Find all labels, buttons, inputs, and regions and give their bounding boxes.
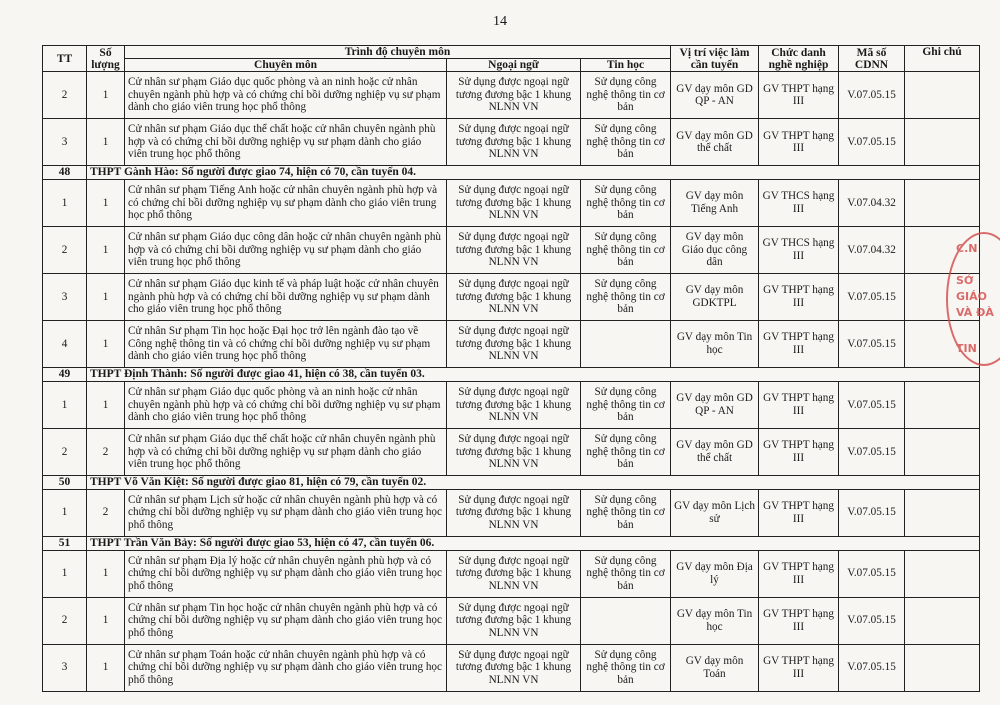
cell-vi-tri: GV dạy môn GDKTPL [671,274,759,321]
cell-tin-hoc: Sử dụng công nghệ thông tin cơ bản [581,489,671,536]
cell-tt: 3 [43,274,87,321]
header-ma-so: Mã số CDNN [839,46,905,72]
cell-ngoai-ngu: Sử dụng được ngoại ngữ tương đương bậc 1 khung NLNN VN [447,550,581,597]
school-row-50 [43,475,980,489]
cell-ghi-chu [905,381,980,428]
cell-tin-hoc: Sử dụng công nghệ thông tin cơ bản [581,180,671,227]
header-trinh-do: Trình độ chuyên môn [125,46,671,59]
cell-so-luong: 1 [87,119,125,166]
cell-chuyen-mon: Cử nhân sư phạm Lịch sử hoặc cử nhân chuyên ngành phù hợp và có chứng chỉ bồi dưỡng nghiệp vụ sư phạm dành cho giáo viên trung học phổ thông [125,489,447,536]
stamp-text: SỞ [956,274,974,287]
cell-ma-so: V.07.05.15 [839,489,905,536]
cell-ma-so: V.07.05.15 [839,597,905,644]
cell-tin-hoc: Sử dụng công nghệ thông tin cơ bản [581,119,671,166]
school-title: THPT Gành Hào: Số người được giao 74, hiện có 70, cần tuyển 04. [87,166,980,180]
cell-ghi-chu [905,489,980,536]
school-row-49 [43,368,980,382]
cell-tt: 2 [43,72,87,119]
school-number: 48 [43,166,87,180]
school-number: 50 [43,475,87,489]
cell-tt: 1 [43,489,87,536]
table-row [43,227,980,274]
cell-so-luong: 1 [87,227,125,274]
cell-tt: 1 [43,180,87,227]
school-title: THPT Định Thành: Số người được giao 41, hiện có 38, cần tuyển 03. [87,368,980,382]
cell-so-luong: 1 [87,644,125,691]
cell-chuc-danh: GV THCS hạng III [759,227,839,274]
cell-ngoai-ngu: Sử dụng được ngoại ngữ tương đương bậc 1 khung NLNN VN [447,428,581,475]
cell-vi-tri: GV dạy môn GD QP - AN [671,381,759,428]
cell-ngoai-ngu: Sử dụng được ngoại ngữ tương đương bậc 1 khung NLNN VN [447,180,581,227]
cell-tin-hoc: Sử dụng công nghệ thông tin cơ bản [581,381,671,428]
table-body [43,72,980,692]
cell-ma-so: V.07.05.15 [839,381,905,428]
cell-chuc-danh: GV THPT hạng III [759,274,839,321]
cell-ngoai-ngu: Sử dụng được ngoại ngữ tương đương bậc 1 khung NLNN VN [447,489,581,536]
cell-chuyen-mon: Cử nhân sư phạm Giáo dục quốc phòng và an ninh hoặc cử nhân chuyên ngành phù hợp và có chứng chỉ bồi dưỡng nghiệp vụ sư phạm dành cho giáo viên trung học phổ thông [125,72,447,119]
cell-vi-tri: GV dạy môn Lịch sử [671,489,759,536]
cell-so-luong: 2 [87,489,125,536]
cell-chuyen-mon: Cử nhân sư phạm Giáo dục kinh tế và pháp luật hoặc cử nhân chuyên ngành phù hợp và có chứng chỉ bồi dưỡng nghiệp vụ sư phạm dành cho giáo viên trung học phổ thông [125,274,447,321]
stamp-text: TIN [956,342,977,355]
cell-so-luong: 1 [87,72,125,119]
cell-ngoai-ngu: Sử dụng được ngoại ngữ tương đương bậc 1 khung NLNN VN [447,72,581,119]
header-ghi-chu: Ghi chú [905,46,980,72]
table-row [43,381,980,428]
cell-ghi-chu [905,180,980,227]
cell-vi-tri: GV dạy môn GD thể chất [671,119,759,166]
school-number: 51 [43,536,87,550]
cell-tin-hoc: Sử dụng công nghệ thông tin cơ bản [581,72,671,119]
cell-chuc-danh: GV THPT hạng III [759,597,839,644]
cell-chuc-danh: GV THPT hạng III [759,428,839,475]
cell-tin-hoc: Sử dụng công nghệ thông tin cơ bản [581,227,671,274]
cell-ngoai-ngu: Sử dụng được ngoại ngữ tương đương bậc 1 khung NLNN VN [447,227,581,274]
cell-tin-hoc: Sử dụng công nghệ thông tin cơ bản [581,550,671,597]
cell-tin-hoc: Sử dụng công nghệ thông tin cơ bản [581,644,671,691]
cell-ma-so: V.07.05.15 [839,321,905,368]
table-row [43,321,980,368]
cell-ghi-chu [905,597,980,644]
cell-ghi-chu [905,644,980,691]
cell-ma-so: V.07.05.15 [839,644,905,691]
cell-chuc-danh: GV THCS hạng III [759,180,839,227]
cell-chuyen-mon: Cử nhân sư phạm Giáo dục công dân hoặc cử nhân chuyên ngành phù hợp và có chứng chỉ bồi dưỡng nghiệp vụ sư phạm dành cho giáo viên trung học phổ thông [125,227,447,274]
cell-chuyen-mon: Cử nhân sư phạm Giáo dục thể chất hoặc cử nhân chuyên ngành phù hợp và có chứng chỉ bồi dưỡng nghiệp vụ sư phạm dành cho giáo viên trung học phổ thông [125,428,447,475]
cell-vi-tri: GV dạy môn Địa lý [671,550,759,597]
cell-tin-hoc-empty [581,321,671,368]
cell-chuyen-mon: Cử nhân sư phạm Tiếng Anh hoặc cử nhân chuyên ngành phù hợp và có chứng chỉ bồi dưỡng nghiệp vụ sư phạm dành cho giáo viên trung học phổ thông [125,180,447,227]
cell-chuc-danh: GV THPT hạng III [759,381,839,428]
header-tin-hoc: Tin học [581,59,671,72]
cell-chuyen-mon: Cử nhân Sư phạm Tin học hoặc Đại học trở lên ngành đào tạo về Công nghệ thông tin và có chứng chỉ bồi dưỡng nghiệp vụ sư phạm dành cho giáo viên trung học phổ thông [125,321,447,368]
cell-tin-hoc-empty [581,597,671,644]
table-row [43,489,980,536]
school-number: 49 [43,368,87,382]
cell-ma-so: V.07.04.32 [839,227,905,274]
cell-vi-tri: GV dạy môn Tin học [671,597,759,644]
cell-ma-so: V.07.05.15 [839,274,905,321]
cell-vi-tri: GV dạy môn Giáo dục công dân [671,227,759,274]
header-ngoai-ngu: Ngoại ngữ [447,59,581,72]
school-row-48 [43,166,980,180]
cell-chuyen-mon: Cử nhân sư phạm Địa lý hoặc cử nhân chuyên ngành phù hợp và có chứng chỉ bồi dưỡng nghiệp vụ sư phạm dành cho giáo viên trung học phổ thông [125,550,447,597]
header-chuc-danh: Chức danh nghề nghiệp [759,46,839,72]
table-row [43,597,980,644]
cell-chuc-danh: GV THPT hạng III [759,119,839,166]
table-row [43,274,980,321]
cell-ma-so: V.07.05.15 [839,72,905,119]
header-chuyen-mon: Chuyên môn [125,59,447,72]
cell-ma-so: V.07.04.32 [839,180,905,227]
cell-tt: 1 [43,550,87,597]
cell-ngoai-ngu: Sử dụng được ngoại ngữ tương đương bậc 1 khung NLNN VN [447,321,581,368]
cell-so-luong: 1 [87,381,125,428]
cell-tin-hoc: Sử dụng công nghệ thông tin cơ bản [581,274,671,321]
cell-ngoai-ngu: Sử dụng được ngoại ngữ tương đương bậc 1 khung NLNN VN [447,119,581,166]
table-row [43,550,980,597]
cell-ma-so: V.07.05.15 [839,428,905,475]
table-row [43,119,980,166]
cell-tin-hoc: Sử dụng công nghệ thông tin cơ bản [581,428,671,475]
header-tt: TT [43,46,87,72]
page-number: 14 [493,14,507,29]
cell-ngoai-ngu: Sử dụng được ngoại ngữ tương đương bậc 1 khung NLNN VN [447,644,581,691]
cell-chuc-danh: GV THPT hạng III [759,550,839,597]
cell-tt: 2 [43,428,87,475]
cell-chuc-danh: GV THPT hạng III [759,644,839,691]
cell-vi-tri: GV dạy môn Toán [671,644,759,691]
cell-so-luong: 1 [87,550,125,597]
recruitment-table [42,45,980,692]
cell-ngoai-ngu: Sử dụng được ngoại ngữ tương đương bậc 1 khung NLNN VN [447,597,581,644]
cell-chuyen-mon: Cử nhân sư phạm Tin học hoặc cử nhân chuyên ngành phù hợp và có chứng chỉ bồi dưỡng nghiệp vụ sư phạm dành cho giáo viên trung học phổ thông [125,597,447,644]
cell-tt: 2 [43,227,87,274]
cell-so-luong: 1 [87,274,125,321]
school-row-51 [43,536,980,550]
cell-so-luong: 1 [87,597,125,644]
cell-ngoai-ngu: Sử dụng được ngoại ngữ tương đương bậc 1 khung NLNN VN [447,381,581,428]
cell-so-luong: 1 [87,180,125,227]
cell-ghi-chu [905,428,980,475]
cell-ma-so: V.07.05.15 [839,119,905,166]
cell-so-luong: 2 [87,428,125,475]
table-row [43,644,980,691]
cell-ngoai-ngu: Sử dụng được ngoại ngữ tương đương bậc 1 khung NLNN VN [447,274,581,321]
header-vi-tri: Vị trí việc làm cần tuyển [671,46,759,72]
cell-tt: 3 [43,644,87,691]
cell-vi-tri: GV dạy môn Tiếng Anh [671,180,759,227]
cell-chuyen-mon: Cử nhân sư phạm Toán hoặc cử nhân chuyên ngành phù hợp và có chứng chỉ bồi dưỡng nghiệp vụ sư phạm dành cho giáo viên trung học phổ thông [125,644,447,691]
table-row [43,428,980,475]
table-row [43,180,980,227]
cell-tt: 2 [43,597,87,644]
cell-ghi-chu [905,550,980,597]
cell-tt: 1 [43,381,87,428]
cell-ma-so: V.07.05.15 [839,550,905,597]
cell-vi-tri: GV dạy môn GD thể chất [671,428,759,475]
school-title: THPT Trần Văn Bảy: Số người được giao 53, hiện có 47, cần tuyển 06. [87,536,980,550]
cell-vi-tri: GV dạy môn Tin học [671,321,759,368]
header-so-luong: Số lượng [87,46,125,72]
school-title: THPT Võ Văn Kiệt: Số người được giao 81, hiện có 79, cần tuyển 02. [87,475,980,489]
cell-tt: 4 [43,321,87,368]
cell-ghi-chu [905,72,980,119]
table-row [43,72,980,119]
stamp-text: C.N [956,242,978,255]
stamp-text: VÀ ĐÀ [956,306,994,319]
cell-chuyen-mon: Cử nhân sư phạm Giáo dục quốc phòng và an ninh hoặc cử nhân chuyên ngành phù hợp và có chứng chỉ bồi dưỡng nghiệp vụ sư phạm dành cho giáo viên trung học phổ thông [125,381,447,428]
cell-so-luong: 1 [87,321,125,368]
cell-chuyen-mon: Cử nhân sư phạm Giáo dục thể chất hoặc cử nhân chuyên ngành phù hợp và có chứng chỉ bồi dưỡng nghiệp vụ sư phạm dành cho giáo viên trung học phổ thông [125,119,447,166]
cell-chuc-danh: GV THPT hạng III [759,321,839,368]
cell-vi-tri: GV dạy môn GD QP - AN [671,72,759,119]
cell-chuc-danh: GV THPT hạng III [759,489,839,536]
cell-tt: 3 [43,119,87,166]
cell-chuc-danh: GV THPT hạng III [759,72,839,119]
stamp-text: GIÁO [956,290,987,303]
cell-ghi-chu [905,119,980,166]
